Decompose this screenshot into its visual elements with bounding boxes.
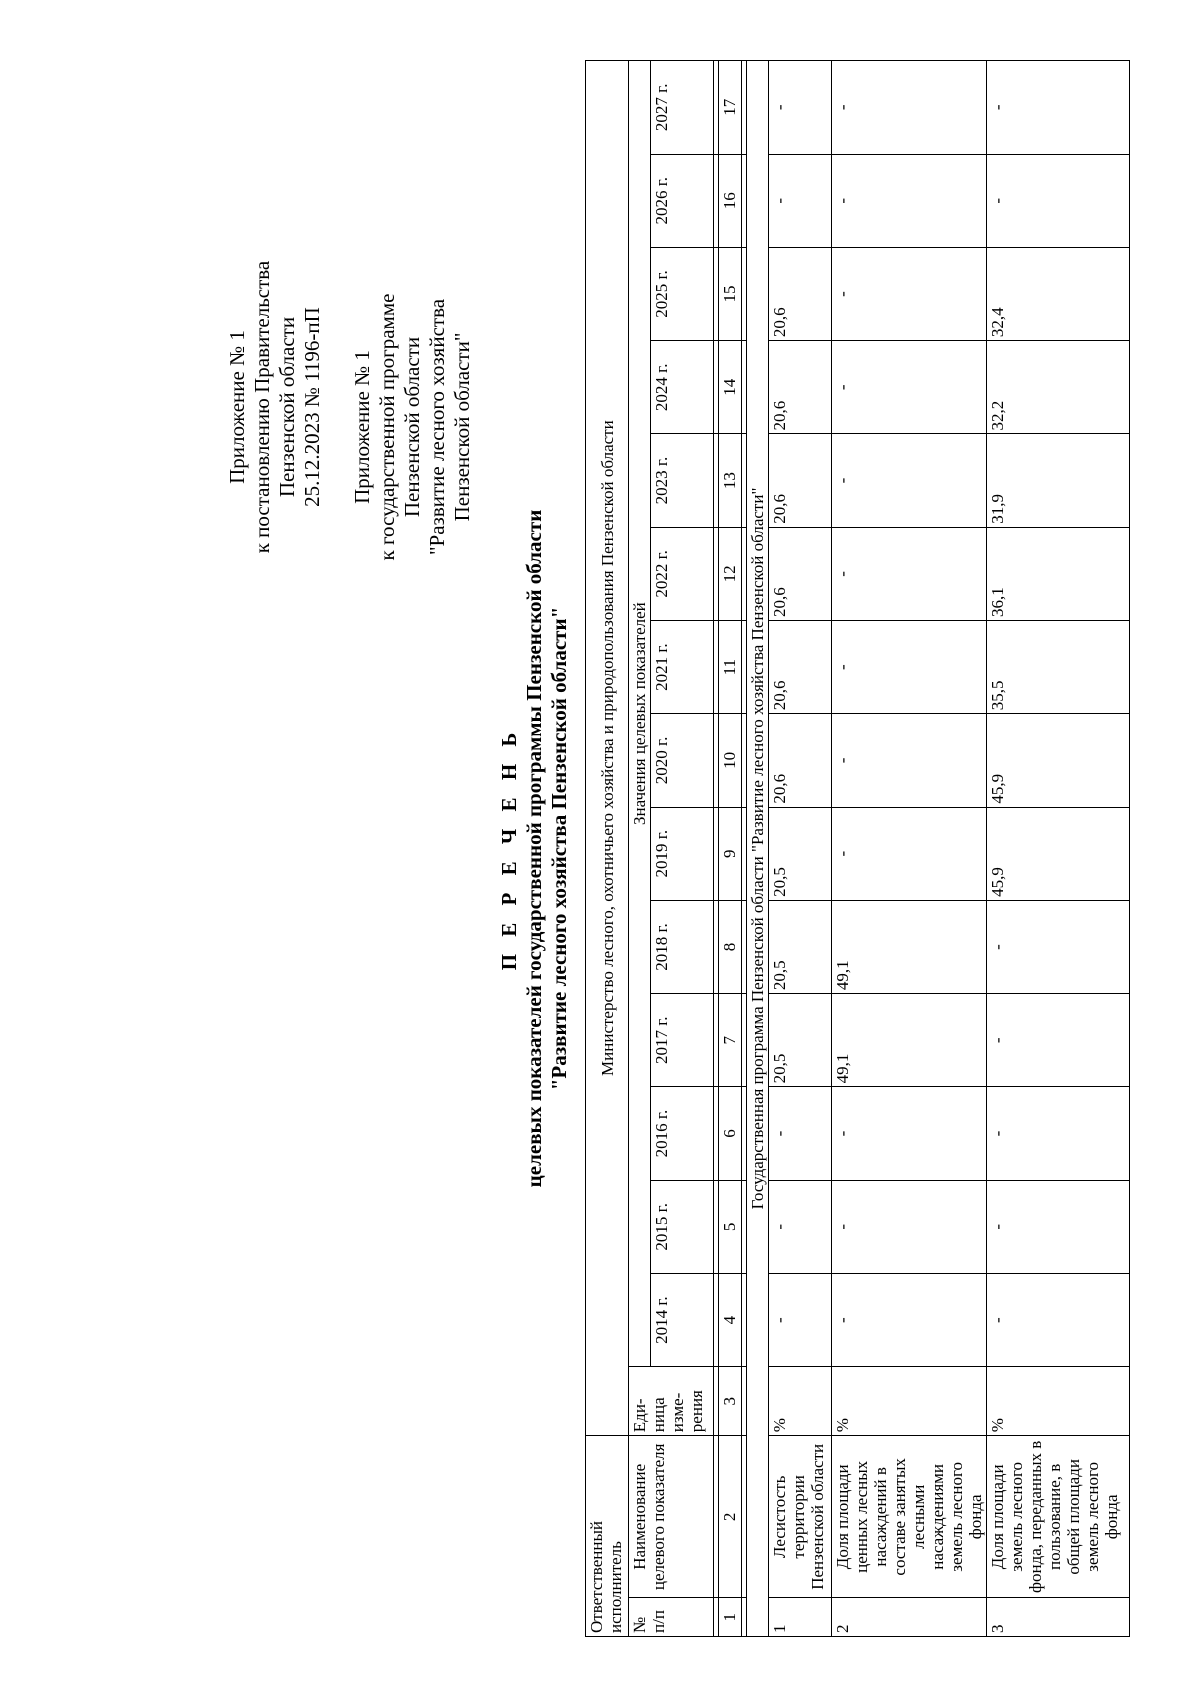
year-header: 2018 г. [651,900,714,993]
table-row [832,61,987,1637]
responsible-value: Министерство лесного, охотничьего хозяйства и природопользования Пензенской области [586,61,629,1436]
indicator-name: Доля площади земель лесного фонда, переданных в пользование, в общей площади земель лесного фонда [987,1436,1130,1598]
appendix-line: Пензенской области [400,336,424,518]
column-number: 12 [719,527,742,620]
column-number: 13 [719,434,742,527]
year-header: 2022 г. [651,527,714,620]
section-title: Государственная программа Пензенской области "Развитие лесного хозяйства Пензенской области" [747,61,769,1637]
row-number: 1 [769,1598,832,1637]
values-header: Значения целевых показателей [629,61,651,1367]
column-number: 3 [719,1367,742,1436]
title-line: "Развитие лесного хозяйства Пензенской области" [547,606,571,1091]
value-cell: - [987,1087,1130,1180]
indicator-unit: % [832,1367,987,1436]
appendix-program-block [350,247,475,607]
value-cell: - [987,994,1130,1087]
appendix-line: Пензенской области" [450,332,474,522]
value-cell: 20,6 [769,247,832,340]
indicator-name: Доля площади ценных лесных насаждений в составе занятых лесными насаждениями земель лесного фонда [832,1436,987,1598]
value-cell: 35,5 [987,621,1130,714]
value-cell: 20,5 [769,994,832,1087]
column-number: 17 [719,61,742,155]
column-number: 4 [719,1273,742,1366]
value-cell: - [832,1180,987,1273]
value-cell: 45,9 [987,807,1130,900]
value-cell: 31,9 [987,434,1130,527]
value-cell: 20,6 [769,621,832,714]
column-number: 2 [719,1436,742,1598]
column-number: 16 [719,154,742,247]
value-cell: 20,6 [769,341,832,434]
value-cell: - [769,1180,832,1273]
col-name-header: Наименование целевого показателя [629,1436,714,1598]
year-header: 2021 г. [651,621,714,714]
row-number: 3 [987,1598,1130,1637]
column-number: 6 [719,1087,742,1180]
column-number: 5 [719,1180,742,1273]
col-num-header: № п/п [629,1598,714,1637]
value-cell: - [987,1180,1130,1273]
value-cell: - [832,1273,987,1366]
row-number: 2 [832,1598,987,1637]
value-cell: 32,2 [987,341,1130,434]
header-row [629,61,651,1637]
column-number: 8 [719,900,742,993]
value-cell: - [832,154,987,247]
year-header: 2019 г. [651,807,714,900]
value-cell: - [769,61,832,155]
column-numbers-row [719,61,742,1637]
value-cell: - [987,154,1130,247]
value-cell: - [987,61,1130,155]
indicator-unit: % [987,1367,1130,1436]
year-header: 2015 г. [651,1180,714,1273]
value-cell: - [832,621,987,714]
value-cell: 20,5 [769,807,832,900]
year-header: 2026 г. [651,154,714,247]
responsible-row [586,61,629,1637]
value-cell: - [832,714,987,807]
value-cell: - [832,434,987,527]
appendix-line: 25.12.2023 № 1196-пП [300,307,324,507]
value-cell: - [832,807,987,900]
appendix-line: к постановлению Правительства [250,260,274,554]
value-cell: - [832,341,987,434]
section-row [747,61,769,1637]
column-number: 11 [719,621,742,714]
year-header: 2024 г. [651,341,714,434]
year-header: 2014 г. [651,1273,714,1366]
value-cell: - [832,1087,987,1180]
appendix-line: Приложение № 1 [350,350,374,504]
year-header: 2017 г. [651,994,714,1087]
value-cell: 49,1 [832,900,987,993]
value-cell: 20,6 [769,434,832,527]
year-header: 2016 г. [651,1087,714,1180]
appendix-line: к государственной программе [375,293,399,561]
col-unit-header: Еди-ница изме-рения [629,1367,714,1436]
value-cell: - [832,247,987,340]
table-row [987,61,1130,1637]
document-title [497,60,572,1637]
value-cell: - [832,527,987,620]
value-cell: 20,5 [769,900,832,993]
title-line: целевых показателей государственной программы Пензенской области [522,509,546,1188]
column-number: 14 [719,341,742,434]
appendix-line: Пензенской области [275,316,299,498]
responsible-label: Ответственный исполнитель [586,1436,629,1637]
value-cell: - [769,1273,832,1366]
column-number: 7 [719,994,742,1087]
year-header: 2020 г. [651,714,714,807]
value-cell: 32,4 [987,247,1130,340]
value-cell: - [769,1087,832,1180]
indicators-table [585,60,1130,1637]
year-header: 2025 г. [651,247,714,340]
value-cell: - [987,1273,1130,1366]
value-cell: - [769,154,832,247]
value-cell: 49,1 [832,994,987,1087]
column-number: 15 [719,247,742,340]
value-cell: 20,6 [769,527,832,620]
value-cell: - [832,61,987,155]
value-cell: 45,9 [987,714,1130,807]
indicator-name: Лесистость территории Пензенской области [769,1436,832,1598]
title-line: П Е Р Е Ч Е Н Ь [497,726,521,971]
appendix-line: "Развитие лесного хозяйства [425,298,449,556]
appendix-resolution-block [225,257,325,557]
table-row [769,61,832,1637]
value-cell: 36,1 [987,527,1130,620]
column-number: 10 [719,714,742,807]
value-cell: - [987,900,1130,993]
year-header: 2023 г. [651,434,714,527]
column-number: 1 [719,1598,742,1637]
appendix-line: Приложение № 1 [225,330,249,484]
value-cell: 20,6 [769,714,832,807]
year-header: 2027 г. [651,61,714,155]
indicator-unit: % [769,1367,832,1436]
column-number: 9 [719,807,742,900]
